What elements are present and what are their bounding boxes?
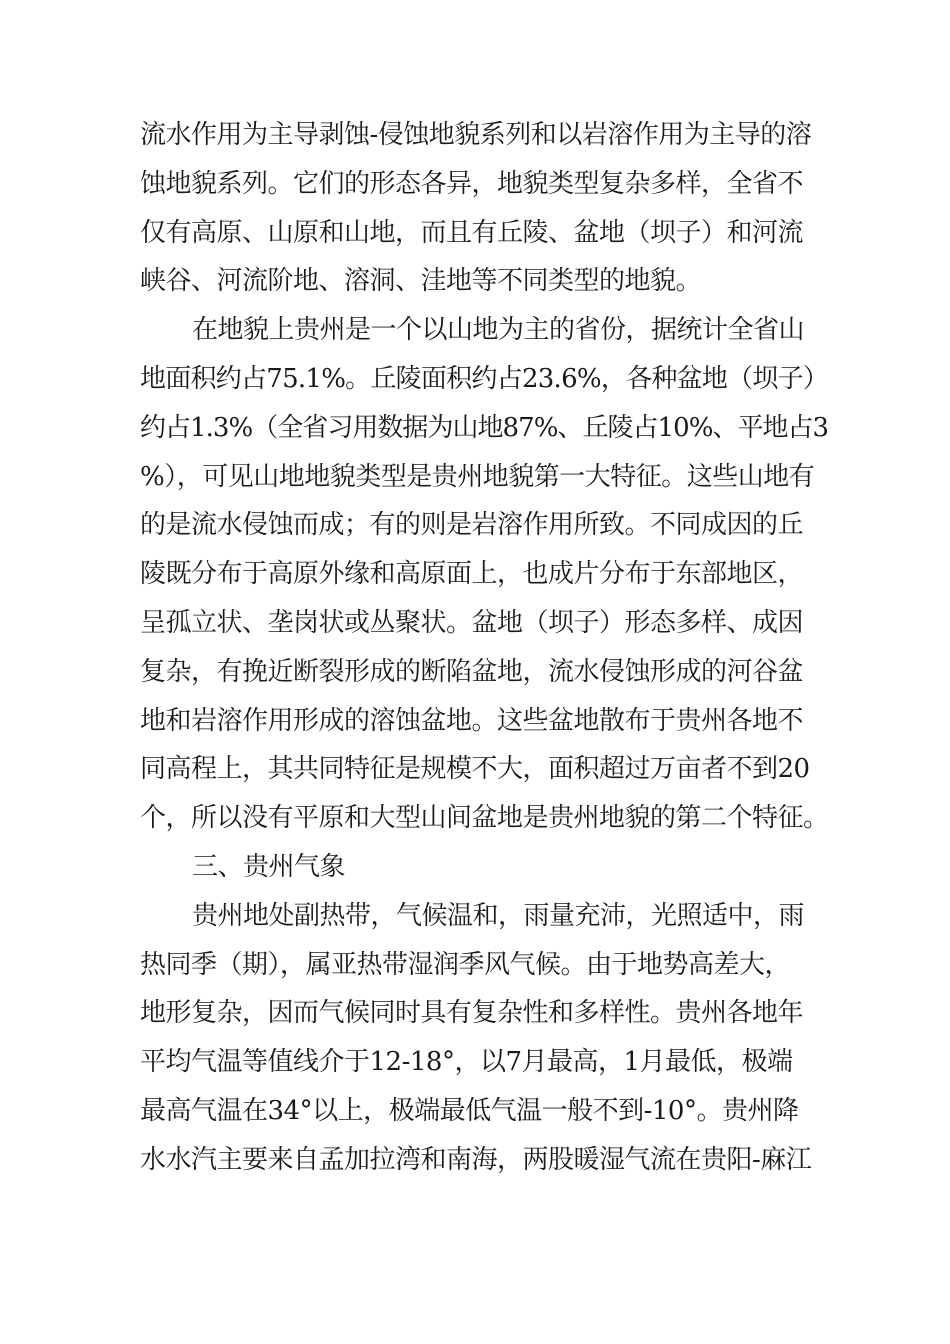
text-line: 仅有高原、山原和山地，而且有丘陵、盆地（坝子）和河流	[140, 217, 804, 248]
text-line: 蚀地貌系列。它们的形态各异，地貌类型复杂多样，全省不	[140, 168, 804, 199]
text-line: 复杂，有挽近断裂形成的断陷盆地，流水侵蚀形成的河谷盆	[140, 656, 804, 687]
text-line: 流水作用为主导剥蚀-侵蚀地貌系列和以岩溶作用为主导的溶	[140, 120, 812, 150]
paragraph-start-line: 贵州地处副热带，气候温和，雨量充沛，光照适中，雨	[192, 900, 805, 931]
text-line: 地和岩溶作用形成的溶蚀盆地。这些盆地散布于贵州各地不	[140, 705, 804, 736]
text-line: 陵既分布于高原外缘和高原面上，也成片分布于东部地区，	[140, 559, 804, 590]
text-line: 约占1.3%（全省习用数据为山地87%、丘陵占10%、平地占3	[140, 412, 829, 443]
text-line: 水水汽主要来自孟加拉湾和南海，两股暖湿气流在贵阳-麻江	[140, 1144, 812, 1175]
text-line: 最高气温在34°以上，极端最低气温一般不到-10°。贵州降	[140, 1095, 799, 1126]
text-line: 的是流水侵蚀而成；有的则是岩溶作用所致。不同成因的丘	[140, 510, 804, 541]
paragraph-start-line: 在地貌上贵州是一个以山地为主的省份，据统计全省山	[192, 315, 805, 346]
body-text	[140, 111, 830, 1185]
text-line: 呈孤立状、垄岗状或丛聚状。盆地（坝子）形态多样、成因	[140, 607, 804, 638]
text-line: 地形复杂，因而气候同时具有复杂性和多样性。贵州各地年	[140, 998, 804, 1029]
text-line: %），可见山地地貌类型是贵州地貌第一大特征。这些山地有	[140, 461, 815, 492]
paragraph-start-line: 三、贵州气象	[192, 851, 346, 882]
text-line: 峡谷、河流阶地、溶洞、洼地等不同类型的地貌。	[140, 266, 702, 297]
text-line: 个，所以没有平原和大型山间盆地是贵州地貌的第二个特征。	[140, 803, 829, 834]
text-line: 地面积约占75.1%。丘陵面积约占23.6%，各种盆地（坝子）	[140, 363, 829, 394]
text-line: 平均气温等值线介于12-18°，以7月最高，1月最低，极端	[140, 1047, 793, 1078]
text-line: 同高程上，其共同特征是规模不大，面积超过万亩者不到20	[140, 754, 810, 785]
text-line: 热同季（期），属亚热带湿润季风气候。由于地势高差大，	[140, 949, 791, 980]
